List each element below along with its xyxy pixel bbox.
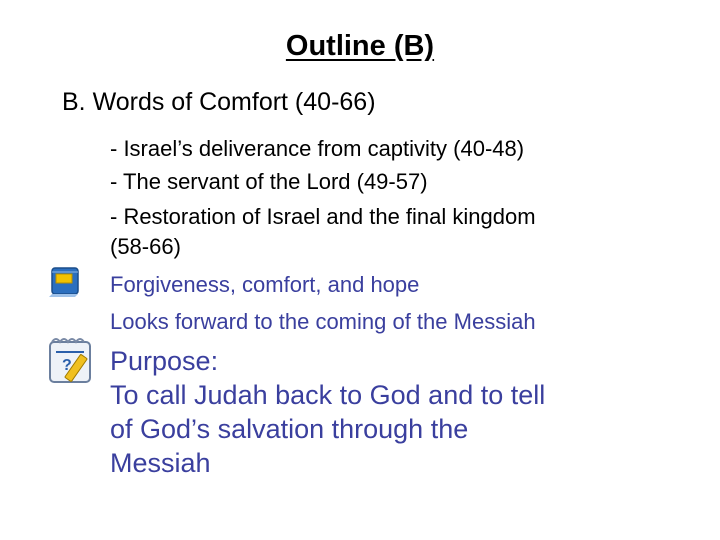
purpose-block: [110, 344, 700, 480]
purpose-line: To call Judah back to God and to tell: [110, 380, 546, 410]
section-heading: B. Words of Comfort (40-66): [62, 88, 376, 116]
note-text: Forgiveness, comfort, and hope: [110, 272, 420, 297]
notebook-icon: [46, 264, 82, 303]
purpose-line: of God’s salvation through the: [110, 414, 469, 444]
slide-title: Outline (B): [285, 30, 435, 62]
purpose-label: Purpose:: [110, 346, 219, 376]
outline-item: (58-66): [110, 234, 181, 259]
outline-item: - Restoration of Israel and the final kingdom: [110, 204, 536, 229]
svg-text:?: ?: [62, 357, 72, 374]
outline-item: - The servant of the Lord (49-57): [110, 169, 428, 194]
note-text: Looks forward to the coming of the Messiah: [110, 309, 536, 334]
outline-item: - Israel’s deliverance from captivity (40-48): [110, 136, 525, 161]
notepad-pencil-icon: [44, 332, 102, 393]
purpose-line: Messiah: [110, 448, 211, 478]
